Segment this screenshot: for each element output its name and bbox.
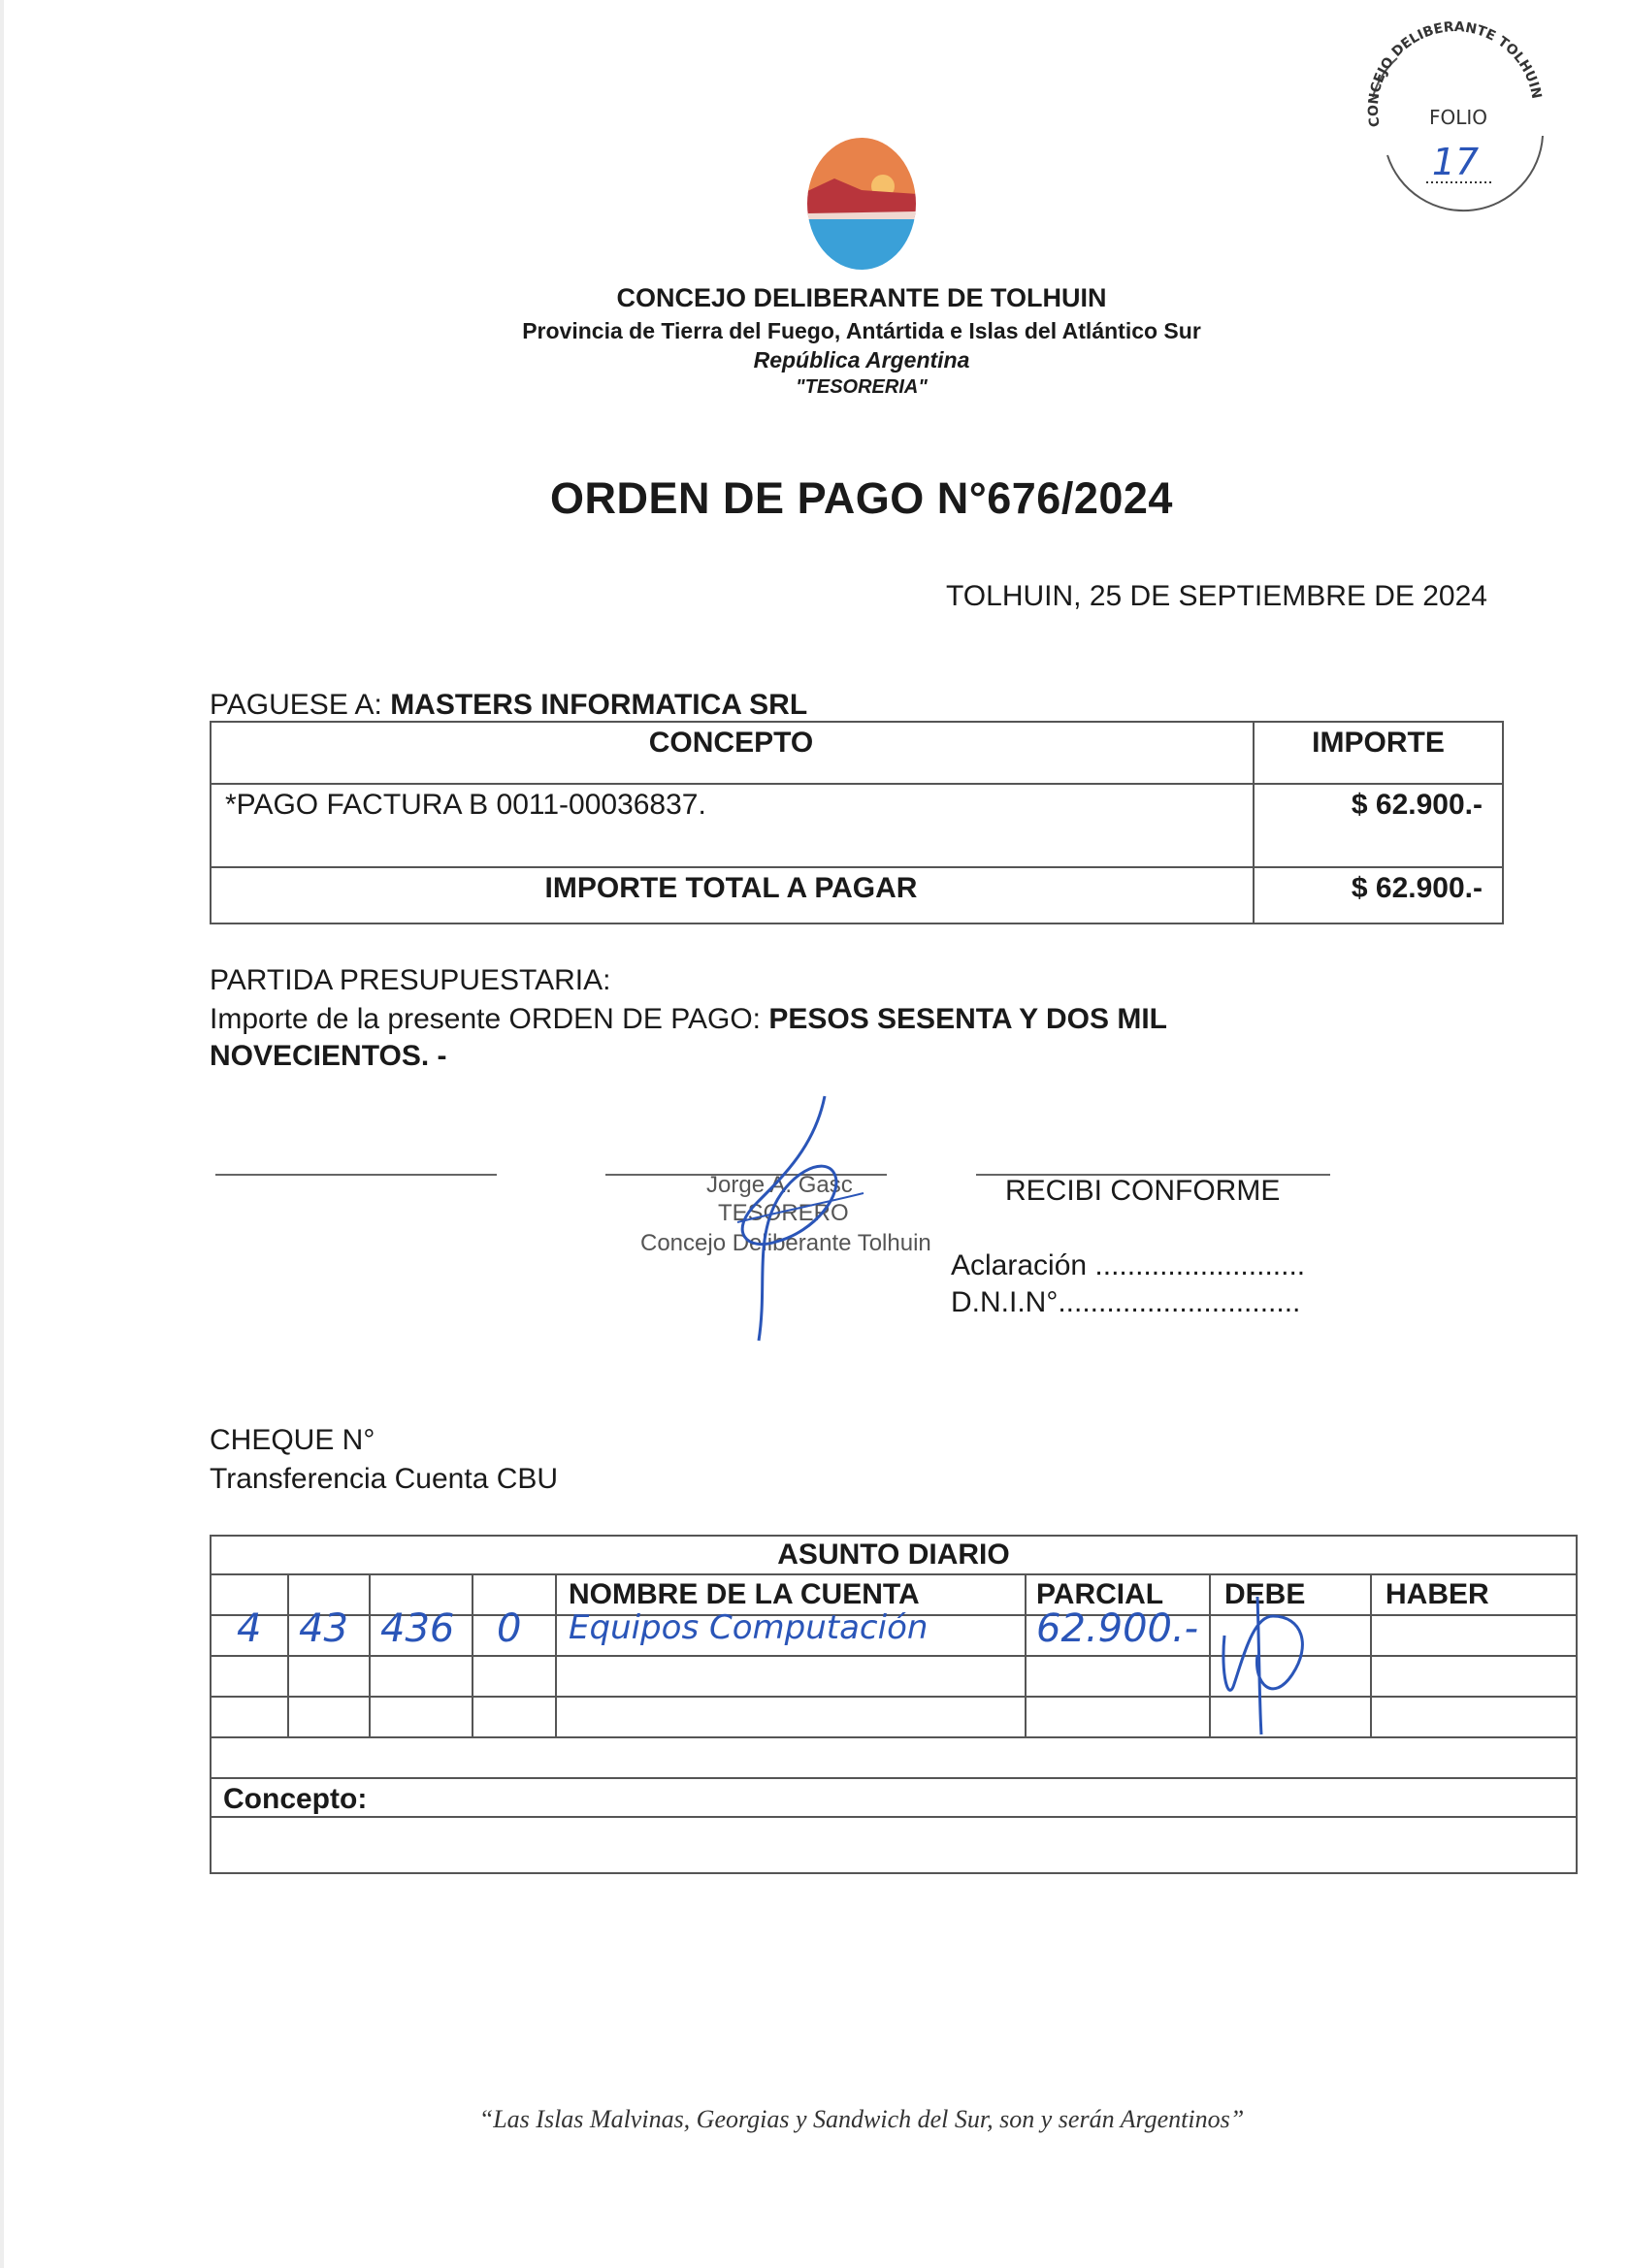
entry-partial: 62.900.- <box>1036 1606 1199 1651</box>
importe-prefix: Importe de la presente ORDEN DE PAGO: <box>210 1003 769 1035</box>
payee-label: PAGUESE A: <box>210 689 391 721</box>
col-amount-header: IMPORTE <box>1312 727 1445 759</box>
col-concept-header: CONCEPTO <box>648 727 814 759</box>
footer-motto: “Las Islas Malvinas, Georgias y Sandwich del Sur, son y serán Argentinos” <box>478 2105 1245 2133</box>
entry-code-4: 0 <box>497 1606 522 1651</box>
payee-line <box>210 689 807 722</box>
order-title: ORDEN DE PAGO N°676/2024 <box>550 473 1173 523</box>
amount-cell: $ 62.900.- <box>1351 789 1483 821</box>
treasurer-name: Jorge A. Gasc <box>706 1172 853 1198</box>
total-amount: $ 62.900.- <box>1351 872 1483 904</box>
entry-code-2: 43 <box>299 1606 348 1651</box>
total-label: IMPORTE TOTAL A PAGAR <box>544 872 918 904</box>
signature-line-1 <box>215 1174 497 1176</box>
stamp-ring-text: CONCEJO DELIBERANTE TOLHUIN <box>1365 19 1545 129</box>
transfer-label: Transferencia Cuenta CBU <box>210 1463 559 1495</box>
stamp-number: 17 <box>1431 141 1480 183</box>
office-name: "TESORERIA" <box>796 376 928 398</box>
debit-initials <box>1215 1577 1331 1742</box>
cheque-label: CHEQUE N° <box>210 1424 375 1456</box>
journal-concept-label: Concepto: <box>223 1783 368 1815</box>
importe-words: PESOS SESENTA Y DOS MIL NOVECIENTOS. - <box>210 1003 1167 1072</box>
journal-table <box>210 1535 1578 1874</box>
payment-table <box>210 721 1504 924</box>
payee-name: MASTERS INFORMATICA SRL <box>390 689 808 721</box>
treasurer-title: TESORERO <box>718 1200 849 1226</box>
col-account-header: NOMBRE DE LA CUENTA <box>569 1578 920 1610</box>
col-debit-header: DEBE <box>1224 1578 1306 1610</box>
partida-label: PARTIDA PRESUPUESTARIA: <box>210 964 611 996</box>
entry-account: Equipos Computación <box>569 1608 929 1647</box>
aclaracion-field: Aclaración .......................... <box>951 1249 1306 1281</box>
order-date: TOLHUIN, 25 DE SEPTIEMBRE DE 2024 <box>946 580 1487 612</box>
concept-cell: *PAGO FACTURA B 0011-00036837. <box>225 789 706 821</box>
treasurer-signature <box>679 1086 873 1348</box>
col-credit-header: HABER <box>1386 1578 1489 1610</box>
republic-name: República Argentina <box>753 347 970 373</box>
treasurer-org: Concejo Deliberante Tolhuin <box>640 1230 931 1256</box>
entry-code-3: 436 <box>380 1606 455 1651</box>
dni-field: D.N.I.N°.............................. <box>951 1286 1301 1318</box>
journal-title: ASUNTO DIARIO <box>777 1539 1010 1571</box>
council-name: CONCEJO DELIBERANTE DE TOLHUIN <box>616 283 1107 312</box>
col-partial-header: PARCIAL <box>1036 1578 1164 1610</box>
stamp-label: FOLIO <box>1428 106 1488 129</box>
council-logo <box>805 136 918 272</box>
province-name: Provincia de Tierra del Fuego, Antártida e Islas del Atlántico Sur <box>522 318 1201 343</box>
received-label: RECIBI CONFORME <box>1005 1175 1281 1207</box>
folio-stamp <box>1358 19 1552 213</box>
entry-code-1: 4 <box>237 1606 262 1651</box>
importe-words-line <box>210 1001 1374 1075</box>
